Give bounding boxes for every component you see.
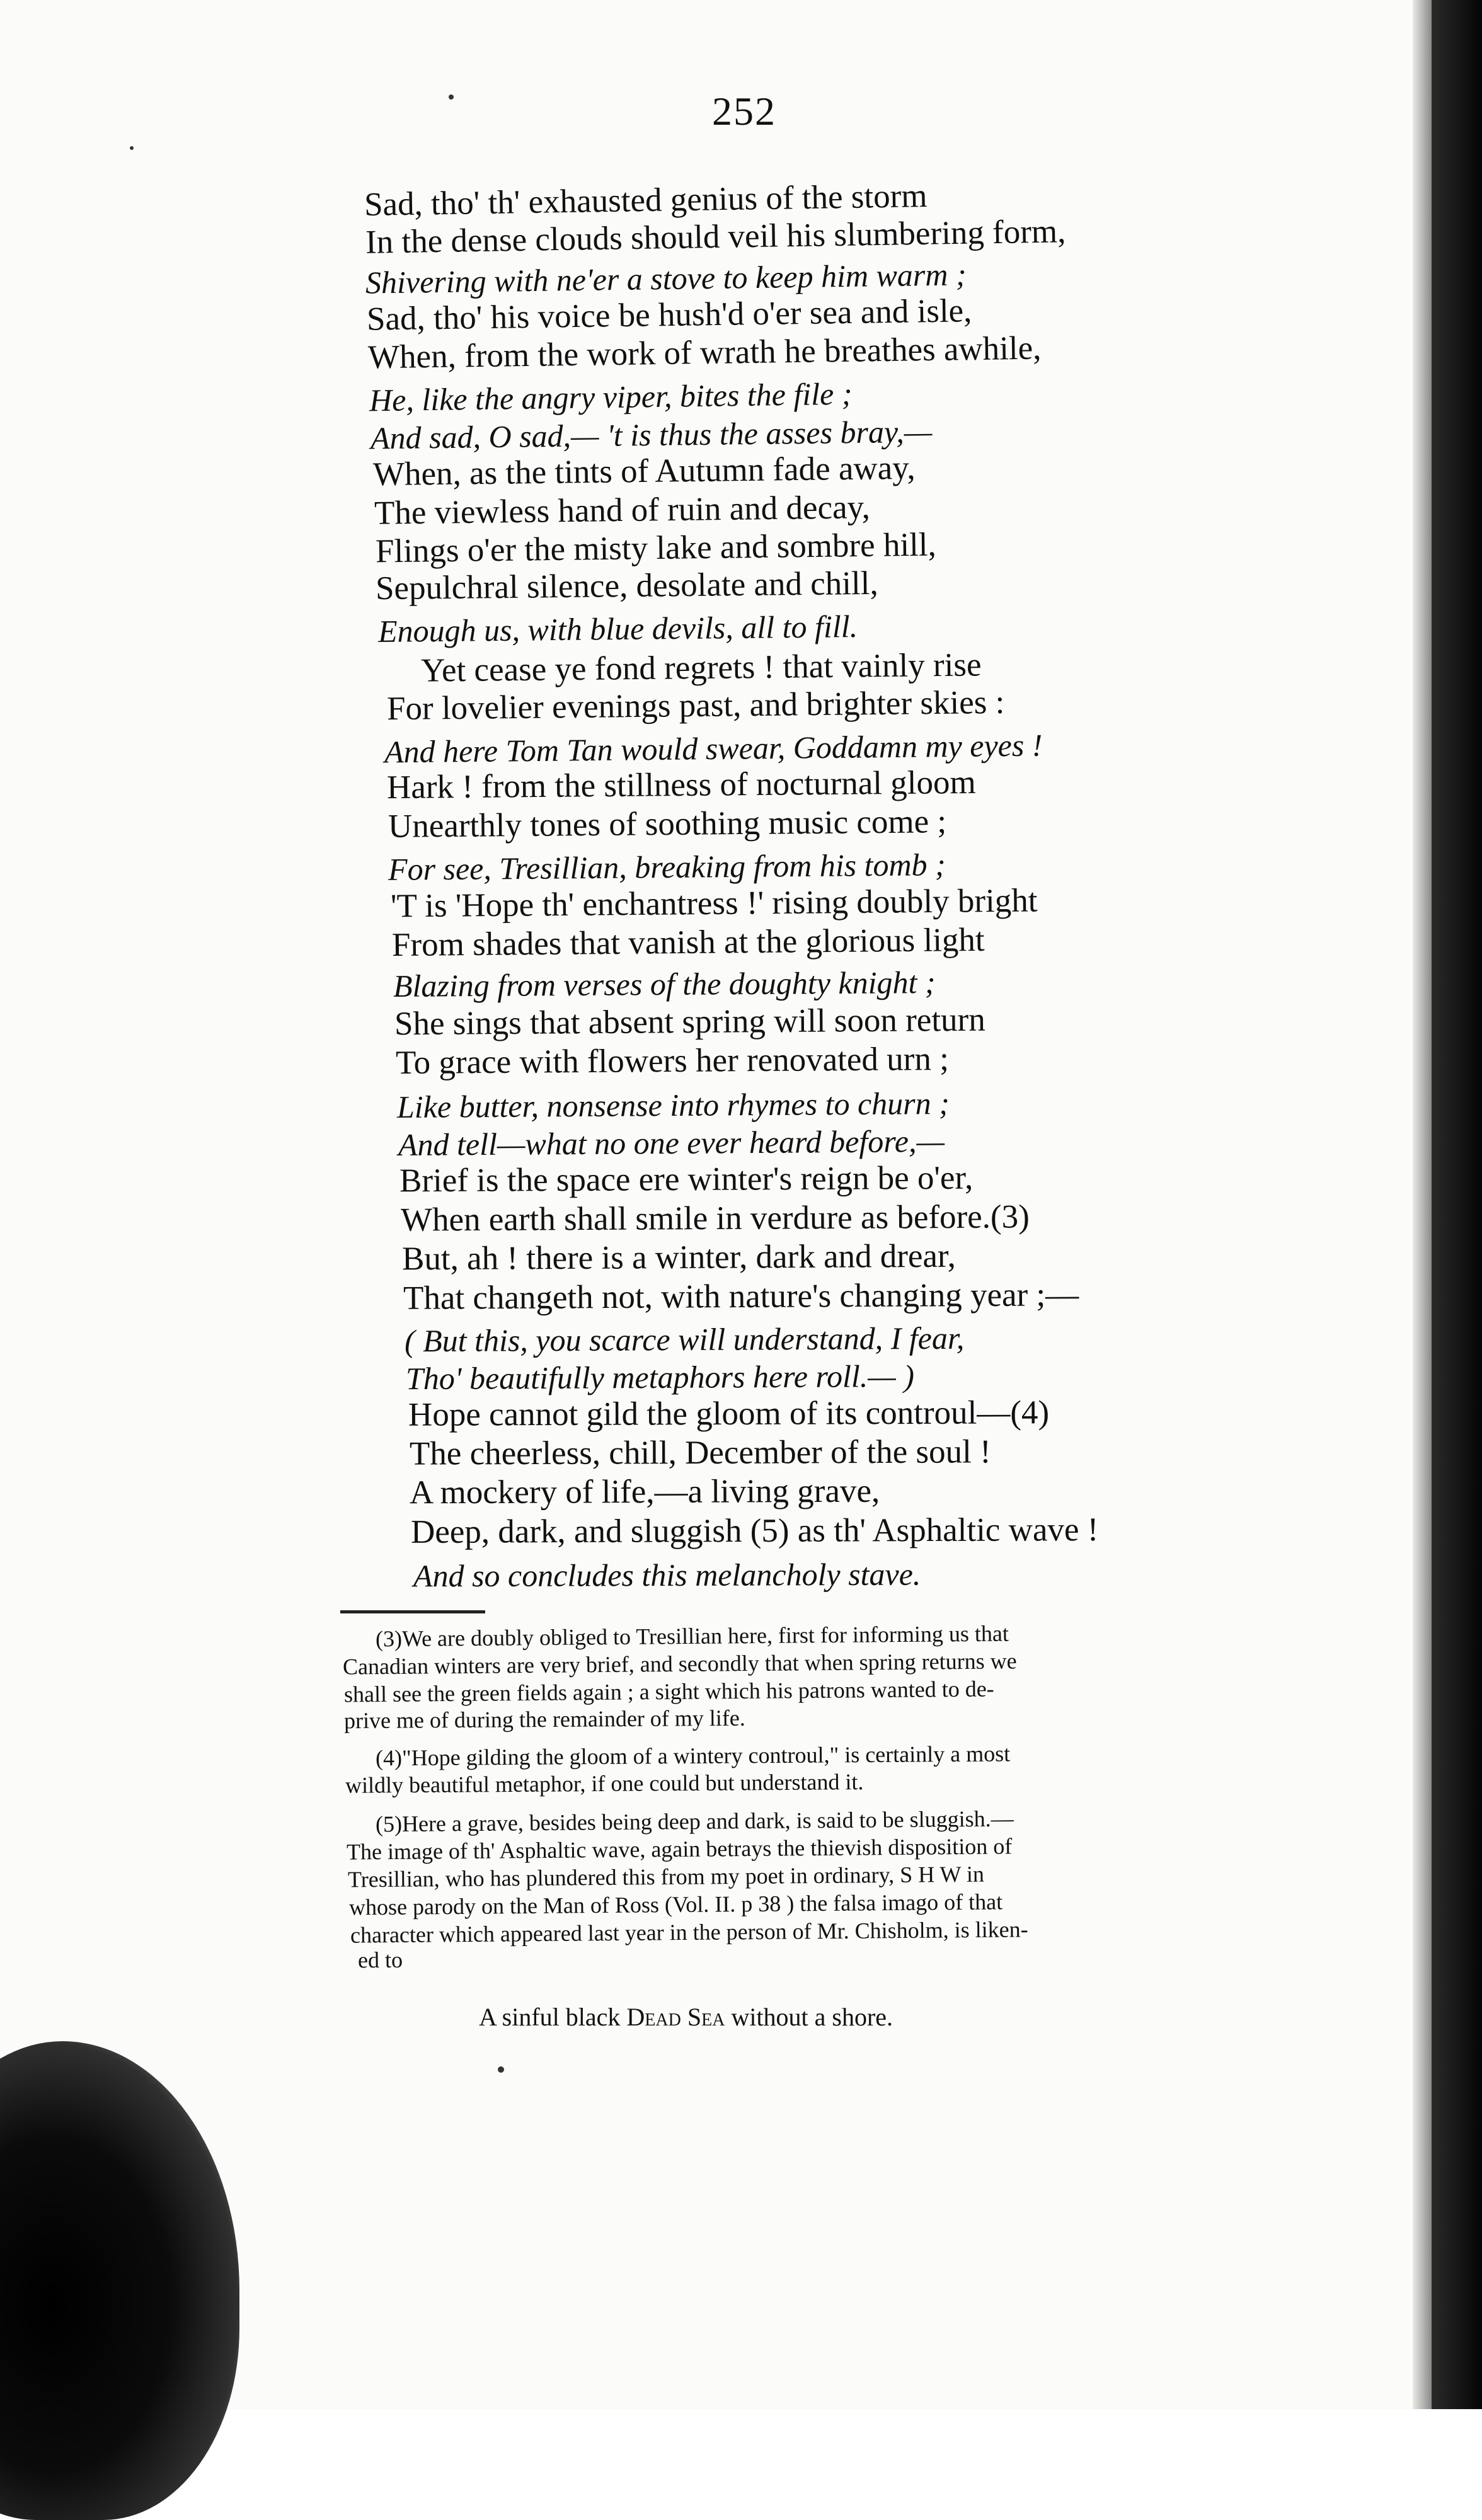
page-edge-shadow xyxy=(1413,0,1432,2409)
footnote-closing-caps: Dead Sea xyxy=(626,2003,725,2031)
poem-line: From shades that vanish at the glorious light xyxy=(391,921,985,964)
footnote-line: (4)"Hope gilding the gloom of a wintery controul," is certainly a most xyxy=(375,1741,1011,1771)
poem-line: Yet cease ye fond regrets ! that vainly rise xyxy=(420,646,982,689)
footnote-closing-line xyxy=(479,2002,893,2032)
footnote-line: The image of th' Asphaltic wave, again betrays the thievish disposition of xyxy=(346,1833,1013,1865)
poem-line: Shivering with ne'er a stove to keep him warm ; xyxy=(365,256,967,301)
page-number: 252 xyxy=(712,89,776,134)
poem-line: She sings that absent spring will soon return xyxy=(394,1001,985,1043)
ink-speck xyxy=(449,94,454,100)
poem-line: For lovelier evenings past, and brighter skies : xyxy=(386,684,1005,728)
poem-line: The viewless hand of ruin and decay, xyxy=(374,489,871,532)
footnote-line: whose parody on the Man of Ross (Vol. II. p 38 ) the falsa imago of that xyxy=(348,1889,1003,1920)
poem-line: To grace with flowers her renovated urn ; xyxy=(395,1040,950,1082)
poem-line: And sad, O sad,— 't is thus the asses bray,— xyxy=(370,413,933,456)
poem-line: Blazing from verses of the doughty knight ; xyxy=(393,964,936,1004)
book-binding-edge xyxy=(1432,0,1482,2409)
poem-line: The cheerless, chill, December of the soul ! xyxy=(409,1433,991,1472)
poem-line: That changeth not, with nature's changing year ;— xyxy=(403,1276,1079,1317)
footnote-line: (5)Here a grave, besides being deep and dark, is said to be sluggish.— xyxy=(375,1806,1014,1837)
poem-line: For see, Tresillian, breaking from his tomb ; xyxy=(388,847,946,887)
footnote-line: shall see the green fields again ; a sight which his patrons wanted to de- xyxy=(343,1676,994,1707)
footnote-line: Canadian winters are very brief, and secondly that when spring returns we xyxy=(342,1648,1017,1680)
poem-line: Hark ! from the stillness of nocturnal gloom xyxy=(386,764,976,806)
poem-line: A mockery of life,—a living grave, xyxy=(409,1472,880,1511)
poem-line: Tho' beautifully metaphors here roll.— ) xyxy=(405,1358,915,1397)
footnote-line: wildly beautiful metaphor, if one could but understand it. xyxy=(345,1769,864,1798)
poem-line: 'T is 'Hope th' enchantress !' rising doubly bright xyxy=(390,882,1038,925)
poem-line: Hope cannot gild the gloom of its controul—(4) xyxy=(408,1394,1050,1433)
poem-line: Enough us, with blue devils, all to fill. xyxy=(377,609,858,649)
poem-line: Brief is the space ere winter's reign be o'er, xyxy=(399,1159,974,1200)
footnote-closing-after: without a shore. xyxy=(725,2003,893,2031)
footnote-divider xyxy=(340,1610,485,1613)
poem-line: He, like the angry viper, bites the file ; xyxy=(369,375,853,418)
poem-line: When, from the work of wrath he breathes awhile, xyxy=(367,329,1042,376)
poem-line: Sepulchral silence, desolate and chill, xyxy=(375,564,878,607)
poem-line: When earth shall smile in verdure as before.(3) xyxy=(400,1198,1030,1239)
poem-line: Deep, dark, and sluggish (5) as th' Asphaltic wave ! xyxy=(410,1511,1099,1550)
footnote-line: ed to xyxy=(357,1947,403,1973)
poem-line: And so concludes this melancholy stave. xyxy=(413,1556,921,1594)
ink-speck xyxy=(498,2066,504,2073)
poem-line: But, ah ! there is a winter, dark and drear, xyxy=(401,1237,956,1278)
poem-line: In the dense clouds should veil his slumbering form, xyxy=(365,213,1066,261)
footnote-line: (3)We are doubly obliged to Tresillian here, first for informing us that xyxy=(375,1620,1009,1652)
poem-line: Sad, tho' his voice be hush'd o'er sea and isle, xyxy=(366,292,972,338)
footnote-line: character which appeared last year in the person of Mr. Chisholm, is liken- xyxy=(350,1916,1028,1948)
poem-line: Flings o'er the misty lake and sombre hill, xyxy=(375,526,937,570)
poem-line: When, as the tints of Autumn fade away, xyxy=(372,449,916,493)
poem-line: Like butter, nonsense into rhymes to churn ; xyxy=(396,1085,950,1125)
poem-line: ( But this, you scarce will understand, I fear, xyxy=(404,1320,965,1359)
poem-line: Sad, tho' th' exhausted genius of the storm xyxy=(364,177,928,224)
footnote-closing-before: A sinful black xyxy=(479,2003,627,2031)
poem-line: And here Tom Tan would swear, Goddamn my eyes ! xyxy=(384,727,1043,770)
ink-speck xyxy=(130,146,134,150)
footnote-line: prive me of during the remainder of my life. xyxy=(343,1705,745,1734)
poem-line: And tell—what no one ever heard before,— xyxy=(398,1123,945,1163)
footnote-line: Tresillian, who has plundered this from my poet in ordinary, S H W in xyxy=(347,1861,985,1893)
poem-line: Unearthly tones of soothing music come ; xyxy=(388,803,947,845)
thumb-shadow xyxy=(0,2041,239,2520)
